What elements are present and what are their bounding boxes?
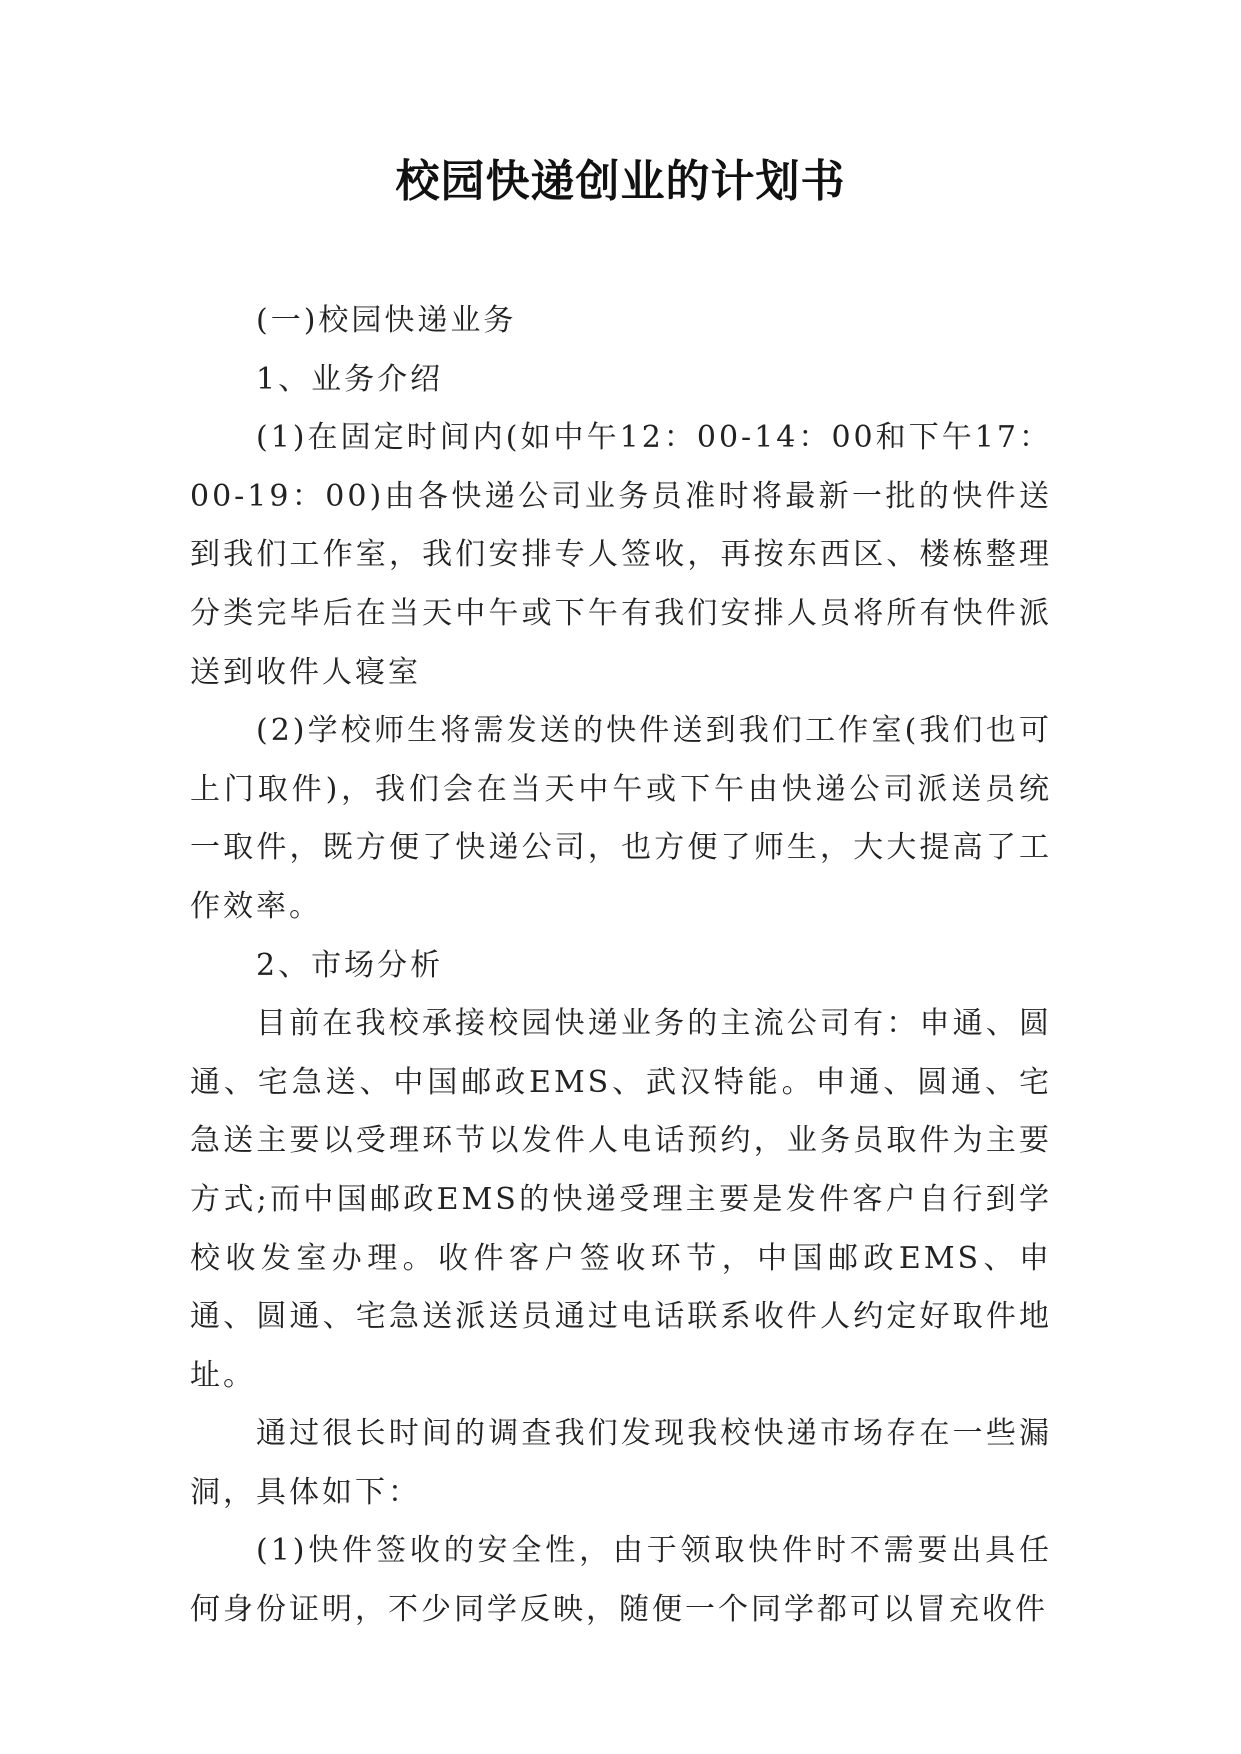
document-body — [190, 292, 1052, 1640]
subsection-heading: 2、市场分析 — [256, 947, 444, 983]
body-paragraph: 目前在我校承接校园快递业务的主流公司有：申通、圆通、宅急送、中国邮政EMS、武汉特能。申通、圆通、宅急送主要以受理环节以发件人电话预约，业务员取件为主要方式;而中国邮政EMS的快递受理主要是发件客户自行到学校收发室办理。收件客户签收环节，中国邮政EMS、申通、圆通、宅急送派送员通过电话联系收件人约定好取件地址。 — [190, 1006, 1052, 1393]
document-title: 校园快递创业的计划书 — [395, 156, 846, 207]
body-paragraph: (2)学校师生将需发送的快件送到我们工作室(我们也可上门取件)，我们会在当天中午或下午由快递公司派送员统一取件，既方便了快递公司，也方便了师生，大大提高了工作效率。 — [190, 713, 1052, 924]
section-heading: (一)校园快递业务 — [256, 303, 517, 338]
body-paragraph: (1)在固定时间内(如中午12：00-14：00和下午17：00-19：00)由各快递公司业务员准时将最新一批的快件送到我们工作室，我们安排专人签收，再按东西区、楼栋整理分类完毕后在当天中午或下午有我们安排人员将所有快件派送到收件人寝室 — [190, 420, 1052, 690]
body-paragraph: (1)快件签收的安全性，由于领取快件时不需要出具任何身份证明，不少同学反映，随便一个同学都可以冒充收件 — [190, 1533, 1052, 1628]
subsection-heading: 1、业务介绍 — [256, 361, 444, 397]
body-paragraph: 通过很长时间的调查我们发现我校快递市场存在一些漏洞，具体如下： — [190, 1416, 1052, 1510]
